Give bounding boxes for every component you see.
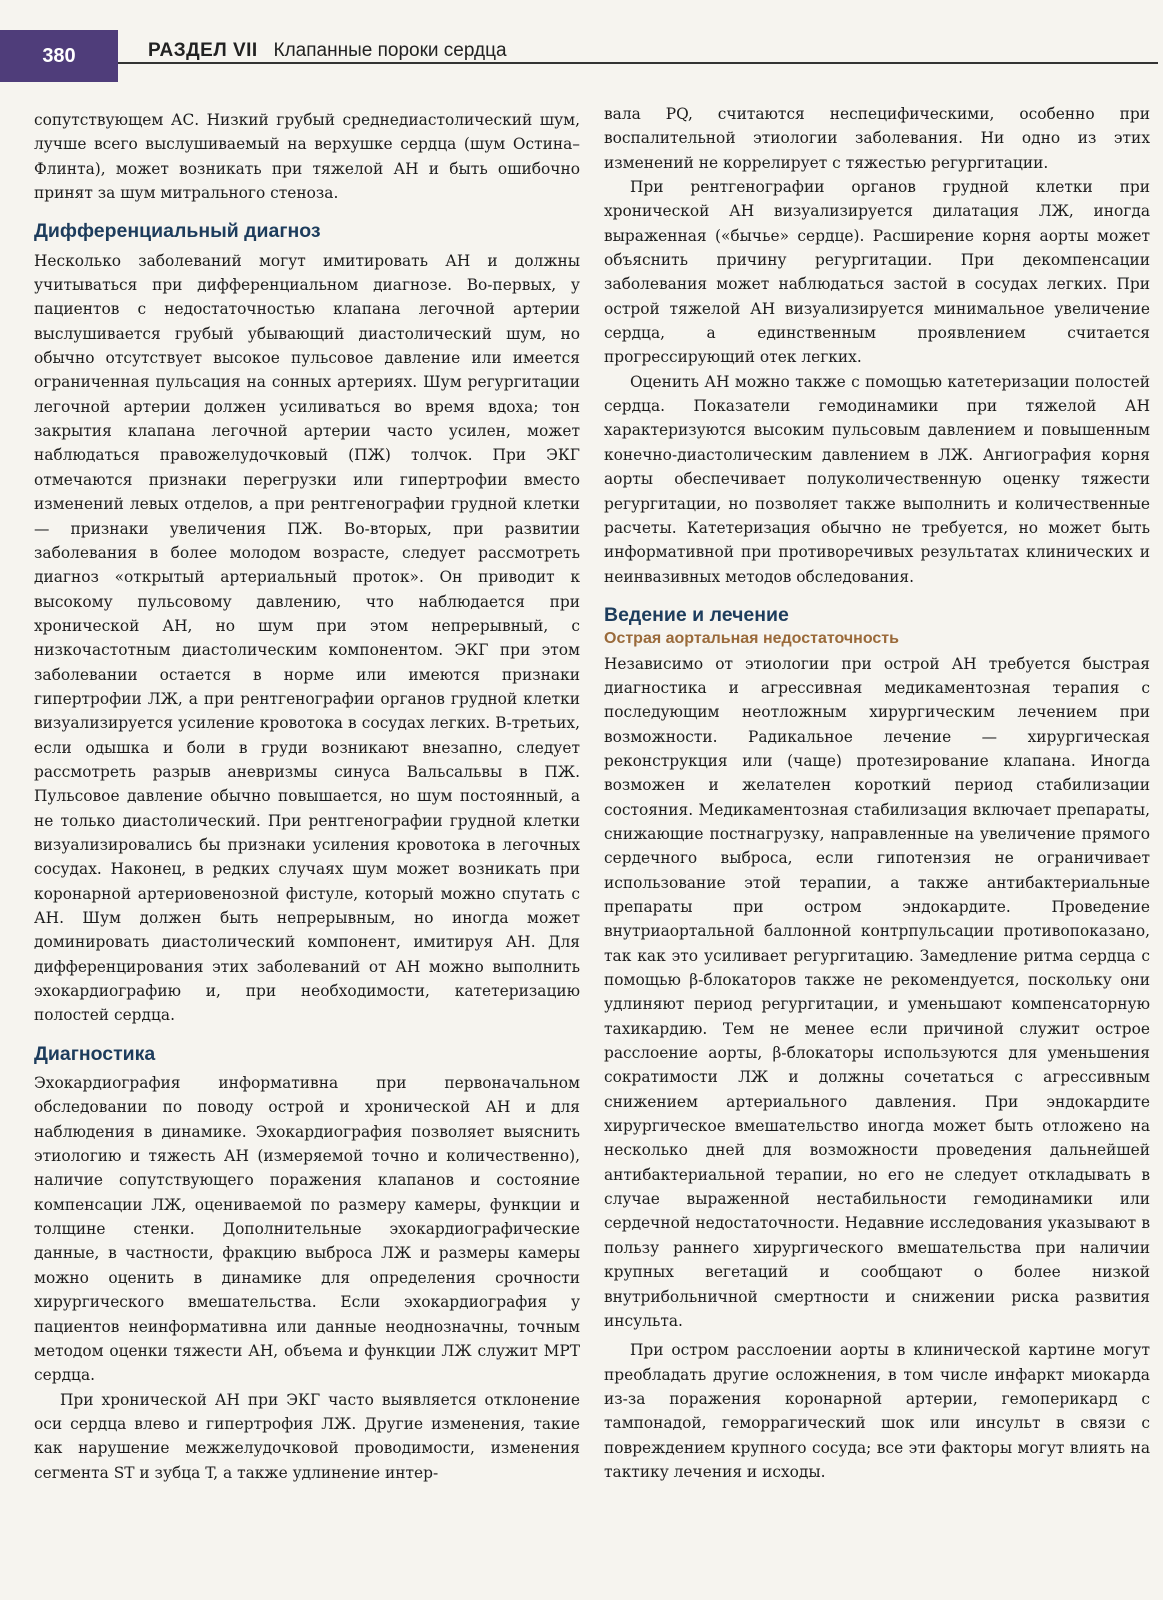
paragraph: Несколько заболеваний могут имитировать АН и должны учитываться при дифференциальном диагнозе. Во-первых, у пациентов с недостаточностью клапана легочной артерии выслушивается грубый убывающий диастолический шум, но обычно отсутствует высокое пульсовое давление или имеется ограниченная пульсация на сонных артериях. Шум регургитации легочной артерии должен усиливаться во время вдоха; тон закрытия клапана легочной артерии часто усилен, может наблюдаться правожелудочковый (ПЖ) толчок. При ЭКГ отмечаются признаки перегрузки или гипертрофии вместо изменений левых отделов, а при рентгенографии грудной клетки — признаки увеличения ПЖ. Во-вторых, при развитии заболевания в более молодом возрасте, следует рассмотреть диагноз «открытый артериальный проток». Он приводит к высокому пульсовому давлению, что наблюдается при хронической АН, но шум при этом непрерывный, с низкочастотным диастолическим компонентом. ЭКГ при этом заболевании остается в норме или имеются признаки гипертрофии ЛЖ, а при рентгенографии органов грудной клетки визуализируется усиление кровотока в сосудах легких. В-третьих, если одышка и боли в груди возникают внезапно, следует рассмотреть разрыв аневризмы синуса Вальсальвы в ПЖ. Пульсовое давление обычно повышается, но шум постоянный, а не только диастолический. При рентгенографии грудной клетки визуализировались бы признаки усиления кровотока в легочных сосудах. Наконец, в редких случаях шум может возникать при коронарной артериовенозной фистуле, который можно спутать с АН. Шум должен быть непрерывным, но иногда может доминировать диастолический компонент, имитируя АН. Для дифференцирования этих заболеваний от АН можно выполнить эхокардиографию и, при необходимости, катетеризацию полостей сердца. xyxy=(34,251,580,1025)
paragraph: При остром расслоении аорты в клинической картине могут преобладать другие осложнения, в том числе инфаркт миокарда из-за поражения коронарной артерии, гемоперикард с тампонадой, геморрагический шок или инсульт в связи с повреждением крупного сосуда; все эти факторы могут влиять на тактику лечения и исходы. xyxy=(604,1341,1150,1481)
paragraph: Независимо от этиологии при острой АН требуется быстрая диагностика и агрессивная медикаментозная терапия с последующим неотложным хирургическим лечением при возможности. Радикальное лечение — хирургическая реконструкция или (чаще) протезирование клапана. Иногда возможен и желателен короткий период стабилизации состояния. Медикаментозная стабилизация включает препараты, снижающие постнагрузку, направленные на увеличение прямого сердечного выброса, если гипотензия не ограничивает использование этой терапии, а также антибактериальные препараты при остром эндокардите. Проведение внутриаортальной баллонной контрпульсации противопоказано, так как это усиливает регургитацию. Замедление ритма сердца с помощью β-блокаторов также не рекомендуется, поскольку они удлиняют период регургитации, и уменьшают компенсаторную тахикардию. Тем не менее если причиной служит острое расслоение аорты, β-блокаторы используются для уменьшения сократимости ЛЖ и должны сочетаться с агрессивным снижением артериального давления. При эндокардите хирургическое вмешательство иногда может быть отложено на несколько дней для возможности проведения дальнейшей антибактериальной терапии, но его не следует откладывать в случае выраженной нестабильности гемодинамики или сердечной недостаточности. Недавние исследования указывают в пользу раннего хирургического вмешательства при наличии крупных вегетаций и сообщают о более низкой внутрибольничной смертности и снижении риска развития инсульта. xyxy=(604,654,1150,1330)
chapter-title: Клапанные пороки сердца xyxy=(273,40,507,61)
paragraph: сопутствующем АС. Низкий грубый среднедиастолический шум, лучше всего выслушиваемый на верхушке сердца (шум Остина–Флинта), может возникать при тяжелой АН и быть ошибочно принят за шум митрального стеноза. xyxy=(34,111,580,203)
heading-differential-diagnosis: Дифференциальный диагноз xyxy=(34,220,321,243)
section-label: РАЗДЕЛ VII xyxy=(148,40,258,61)
paragraph: Эхокардиография информативна при первоначальном обследовании по поводу острой и хронической АН и для наблюдения в динамике. Эхокардиография позволяет выяснить этиологию и тяжесть АН (измеряемой точно и количественно), наличие сопутствующего поражения клапанов и состояние компенсации ЛЖ, оцениваемой по размеру камеры, функции и толщине стенки. Дополнительные эхокардиографические данные, в частности, фракцию выброса ЛЖ и размеры камеры можно оценить в динамике для определения срочности хирургического вмешательства. Если эхокардиография у пациентов неинформативна или данные неоднозначны, точным методом оценки тяжести АН, объема и функции ЛЖ служит МРТ сердца. xyxy=(34,1074,580,1385)
right-column xyxy=(604,102,1150,1484)
header-rule xyxy=(118,62,1158,64)
page-number: 380 xyxy=(0,30,118,82)
subheading-acute-ar: Острая аортальная недостаточность xyxy=(604,630,899,648)
running-header xyxy=(148,40,507,62)
paragraph: вала PQ, считаются неспецифическими, особенно при воспалительной этиологии заболевания. Ни одно из этих изменений не коррелирует с тяжестью регургитации. xyxy=(604,105,1150,172)
paragraph: При хронической АН при ЭКГ часто выявляется отклонение оси сердца влево и гипертрофия ЛЖ. Другие изменения, такие как нарушение межжелудочковой проводимости, изменения сегмента ST и зубца T, а также удлинение интер- xyxy=(34,1390,580,1482)
left-column xyxy=(34,108,580,1485)
heading-diagnostics: Диагностика xyxy=(34,1042,156,1065)
paragraph: Оценить АН можно также с помощью катетеризации полостей сердца. Показатели гемодинамики при тяжелой АН характеризуются высоким пульсовым давлением и повышенным конечно-диастолическим давлением в ЛЖ. Ангиография корня аорты обеспечивает полуколичественную оценку тяжести регургитации, но позволяет также выполнить и количественные расчеты. Катетеризация обычно не требуется, но может быть информативной при противоречивых результатах клинических и неинвазивных методов обследования. xyxy=(604,372,1150,586)
heading-management: Ведение и лечение xyxy=(604,603,789,626)
paragraph: При рентгенографии органов грудной клетки при хронической АН визуализируется дилатация ЛЖ, иногда выраженная («бычье» сердце). Расширение корня аорты может объяснить причину регургитации. При декомпенсации заболевания может наблюдаться застой в сосудах легких. При острой тяжелой АН визуализируется минимальное увеличение сердца, а единственным проявлением считается прогрессирующий отек легких. xyxy=(604,178,1150,367)
